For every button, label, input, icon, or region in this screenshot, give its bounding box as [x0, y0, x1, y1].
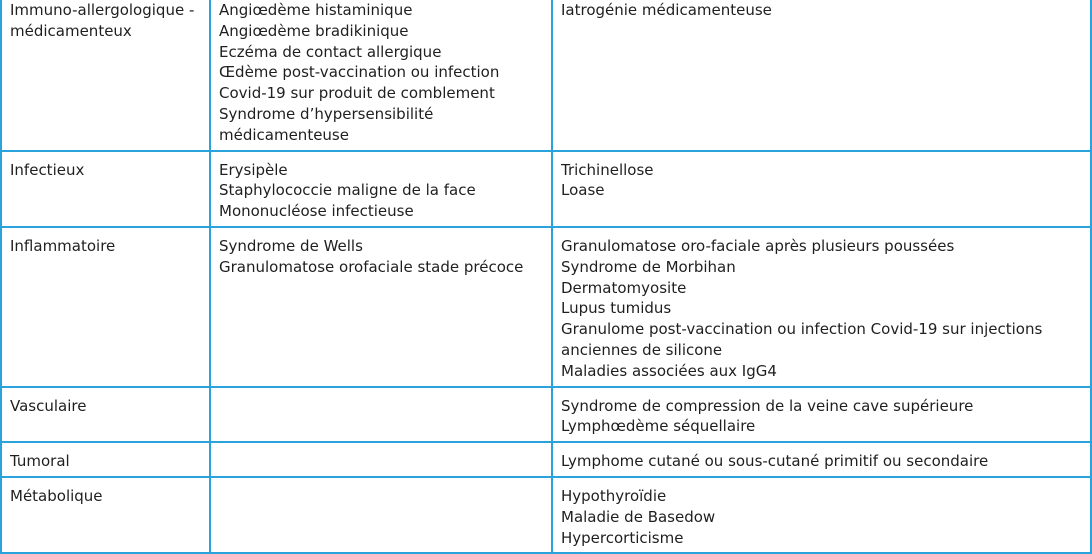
category-cell: [1, 227, 210, 387]
column-3-cell: [552, 442, 1091, 477]
table-row: [1, 227, 1091, 387]
category-line: Métabolique: [10, 486, 103, 505]
cell-line: anciennes de silicone: [561, 340, 723, 359]
category-line: Vasculaire: [10, 396, 87, 415]
cell-line: Iatrogénie médicamenteuse: [561, 1, 772, 19]
category-line: Tumoral: [10, 452, 70, 471]
category-cell: [1, 477, 210, 553]
category-line: Infectieux: [10, 160, 85, 179]
column-3-cell: [552, 0, 1091, 151]
column-3-cell: [552, 151, 1091, 227]
category-line: Inflammatoire: [10, 236, 116, 255]
cell-line: Trichinellose: [561, 160, 654, 179]
cell-line: Maladie de Basedow: [561, 507, 716, 526]
cell-line: Hypercorticisme: [561, 528, 684, 547]
cell-line: Angiœdème histaminique: [219, 1, 413, 19]
cell-line: Erysipèle: [219, 160, 288, 179]
table-row: [1, 477, 1091, 553]
cell-line: Staphylococcie maligne de la face: [219, 181, 476, 200]
cell-line: Hypothyroïdie: [561, 486, 667, 505]
cell-line: Syndrome de Morbihan: [561, 257, 736, 276]
cell-line: Granulomatose orofaciale stade précoce: [219, 257, 524, 276]
cell-line: Lymphome cutané ou sous-cutané primitif ou secondaire: [561, 452, 989, 471]
cell-line: Granulome post-vaccination ou infection Covid-19 sur injections: [561, 320, 1043, 339]
category-line: Immuno-allergologique -: [10, 1, 195, 19]
cell-line: Œdème post-vaccination ou infection: [219, 63, 500, 82]
cell-line: Dermatomyosite: [561, 278, 687, 297]
column-2-cell: [210, 387, 552, 443]
cell-line: Syndrome de Wells: [219, 236, 363, 255]
cell-line: Lymphœdème séquellaire: [561, 417, 756, 436]
table-row: [1, 151, 1091, 227]
column-2-cell: [210, 442, 552, 477]
cell-line: Eczéma de contact allergique: [219, 42, 442, 61]
category-cell: [1, 151, 210, 227]
cell-line: Angiœdème bradikinique: [219, 21, 409, 40]
category-cell: [1, 0, 210, 151]
category-cell: [1, 442, 210, 477]
cell-line: Granulomatose oro-faciale après plusieurs poussées: [561, 236, 955, 255]
table-row: [1, 0, 1091, 151]
table-row: [1, 387, 1091, 443]
cell-line: médicamenteuse: [219, 125, 349, 144]
cell-line: Syndrome de compression de la veine cave supérieure: [561, 396, 974, 415]
cell-line: Syndrome d’hypersensibilité: [219, 104, 434, 123]
category-line: médicamenteux: [10, 21, 132, 40]
column-3-cell: [552, 477, 1091, 553]
cell-line: Loase: [561, 181, 605, 200]
column-2-cell: [210, 227, 552, 387]
cell-line: Lupus tumidus: [561, 299, 672, 318]
column-2-cell: [210, 477, 552, 553]
column-3-cell: [552, 227, 1091, 387]
column-2-cell: [210, 151, 552, 227]
cell-line: Maladies associées aux IgG4: [561, 361, 777, 380]
category-cell: [1, 387, 210, 443]
cell-line: Covid-19 sur produit de comblement: [219, 84, 495, 103]
cell-line: Mononucléose infectieuse: [219, 202, 414, 221]
table-row: [1, 442, 1091, 477]
column-3-cell: [552, 387, 1091, 443]
column-2-cell: [210, 0, 552, 151]
